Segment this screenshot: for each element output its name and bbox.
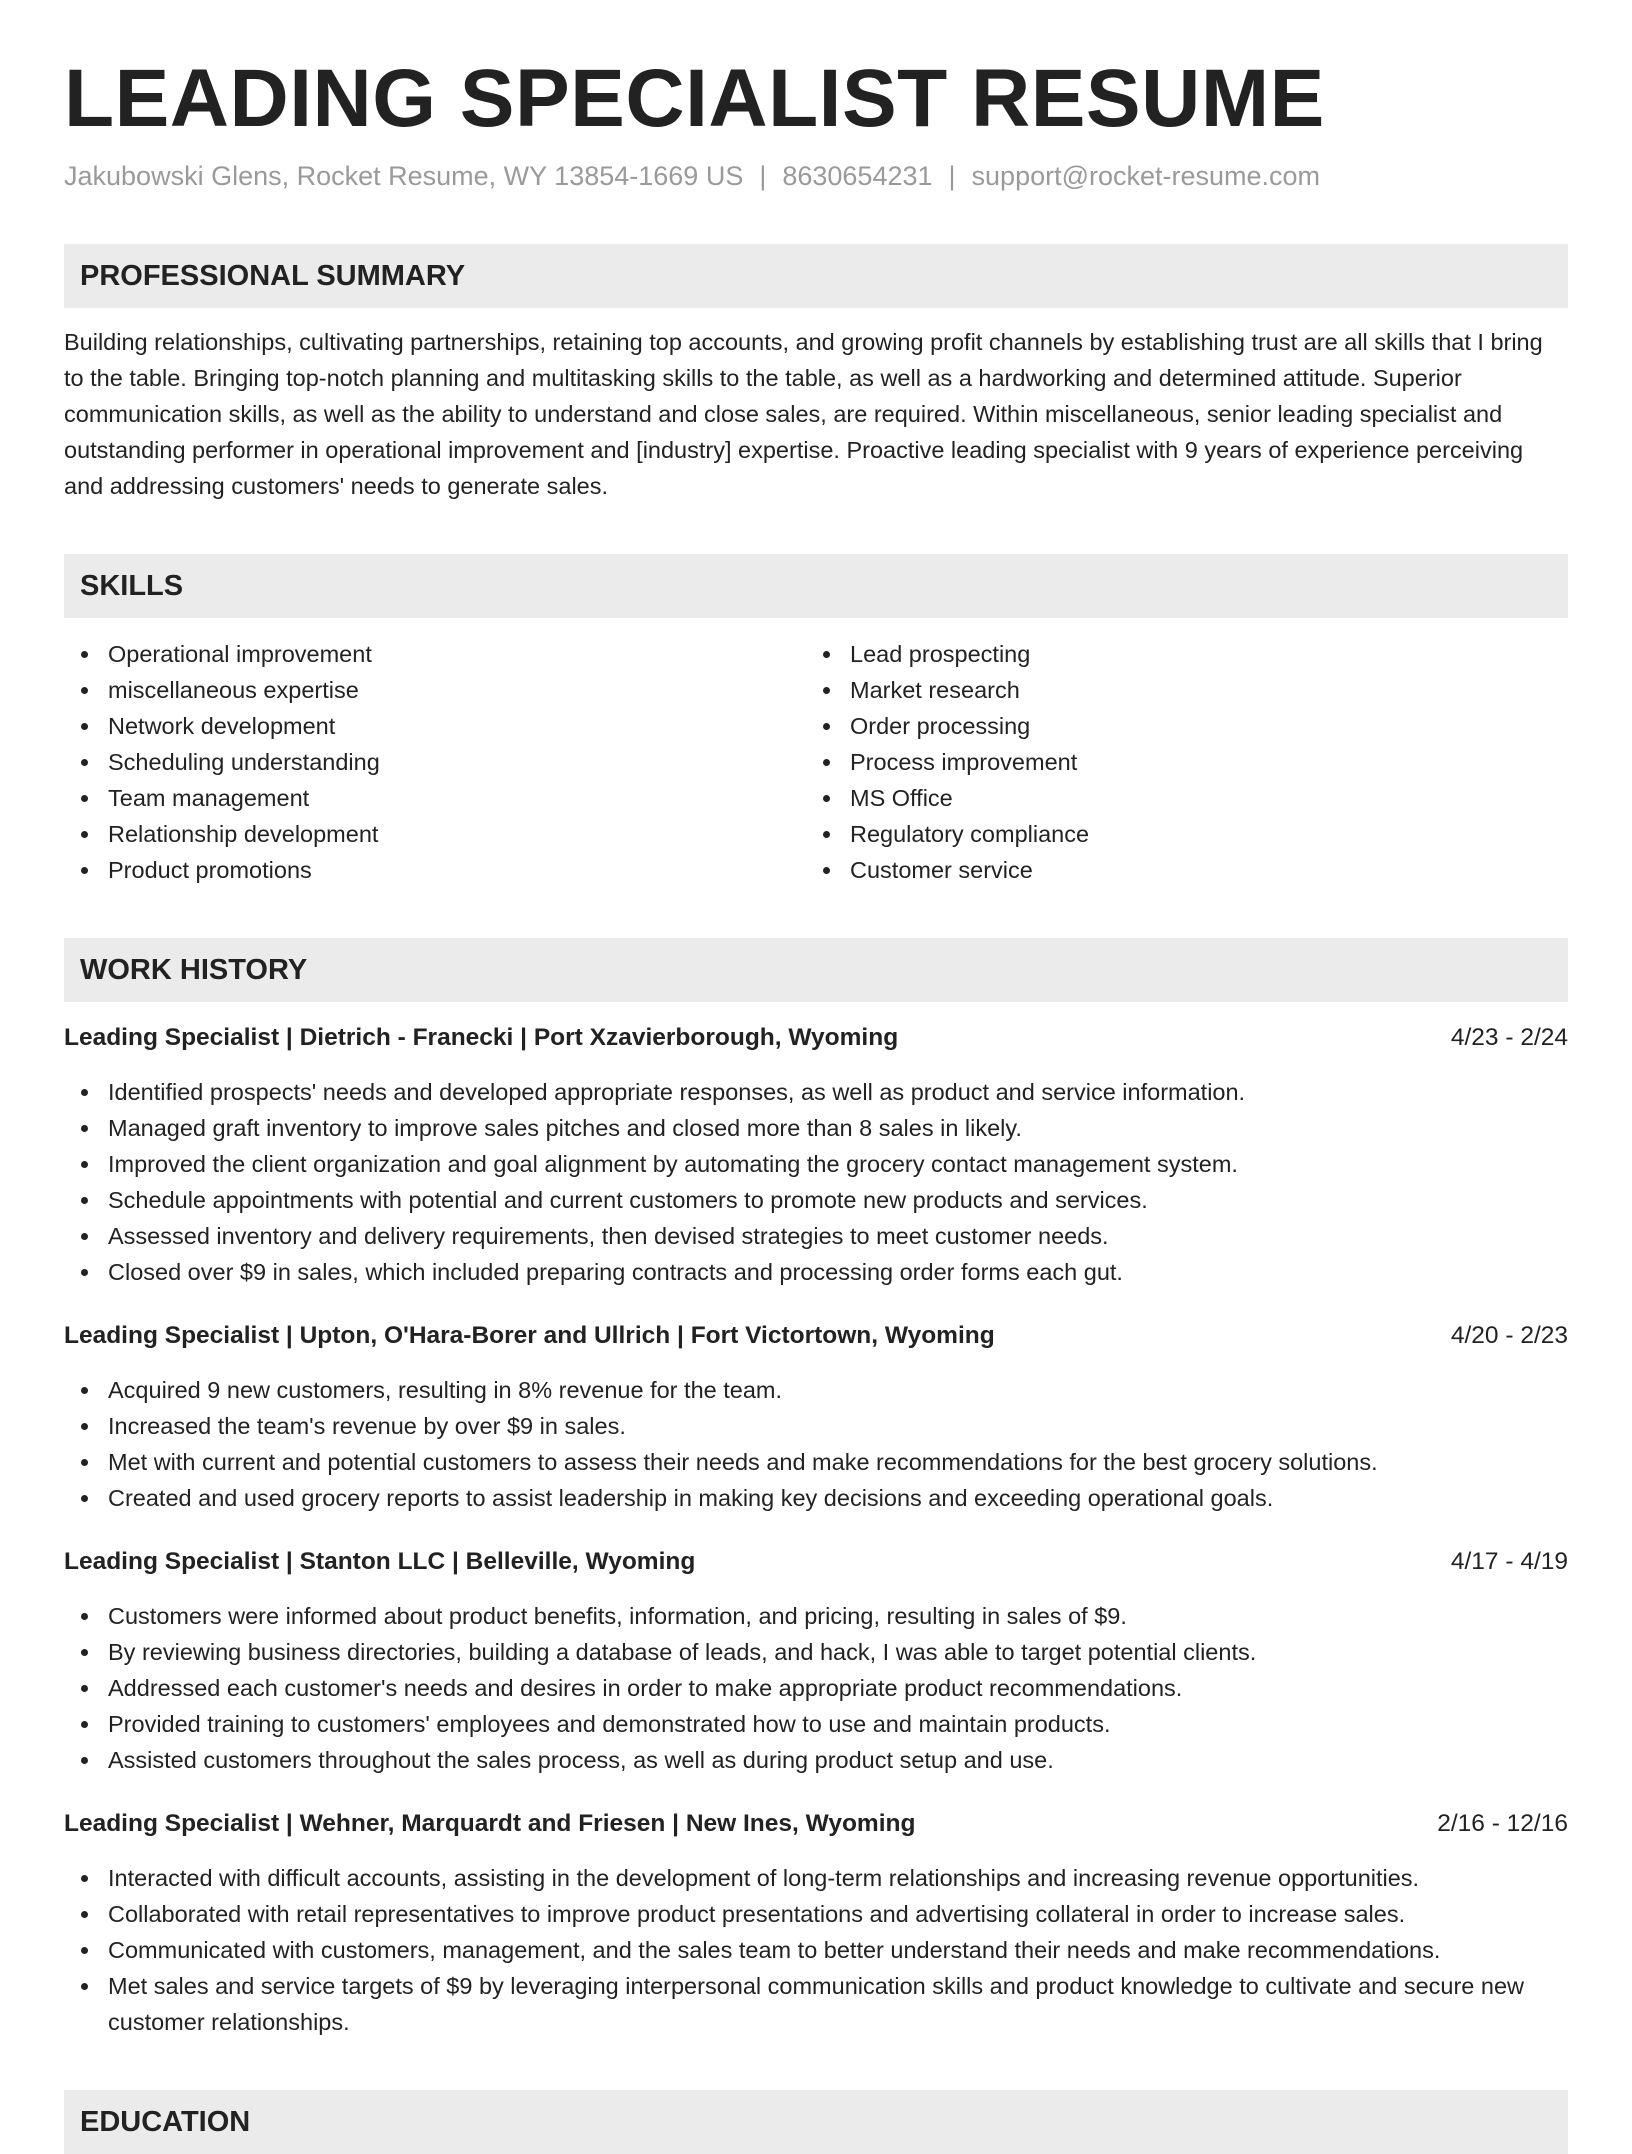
job-bullet: Closed over $9 in sales, which included preparing contracts and processing order forms each gut. [64, 1254, 1568, 1290]
job-bullets [64, 1372, 1568, 1516]
job-bullets [64, 1598, 1568, 1778]
skill-item: Order processing [806, 708, 1548, 744]
job-entry [64, 1544, 1568, 1778]
job-bullet: Customers were informed about product benefits, information, and pricing, resulting in sales of $9. [64, 1598, 1568, 1634]
job-title: Leading Specialist | Wehner, Marquardt and Friesen | New Ines, Wyoming [64, 1810, 916, 1838]
job-bullet: Met sales and service targets of $9 by leveraging interpersonal communication skills and product knowledge to cultivate and secure new customer relationships. [64, 1968, 1568, 2040]
job-bullet: Collaborated with retail representatives to improve product presentations and advertising collateral in order to increase sales. [64, 1896, 1568, 1932]
skill-item: Network development [64, 708, 806, 744]
job-bullet: Met with current and potential customers to assess their needs and make recommendations for the best grocery solutions. [64, 1444, 1568, 1480]
job-bullet: Provided training to customers' employees and demonstrated how to use and maintain products. [64, 1706, 1568, 1742]
skill-item: Market research [806, 672, 1548, 708]
skills-grid [64, 636, 1568, 888]
job-bullet: Managed graft inventory to improve sales pitches and closed more than 8 sales in likely. [64, 1110, 1568, 1146]
job-bullet: Communicated with customers, management, and the sales team to better understand their needs and make recommendations. [64, 1932, 1568, 1968]
job-bullet: Interacted with difficult accounts, assisting in the development of long-term relationships and increasing revenue opportunities. [64, 1860, 1568, 1896]
skills-column-right [806, 636, 1548, 888]
job-bullet: Increased the team's revenue by over $9 in sales. [64, 1408, 1568, 1444]
skill-item: Scheduling understanding [64, 744, 806, 780]
job-header [64, 1806, 1568, 1842]
skill-item: Customer service [806, 852, 1548, 888]
job-header [64, 1544, 1568, 1580]
job-title: Leading Specialist | Dietrich - Franecki | Port Xzavierborough, Wyoming [64, 1024, 899, 1052]
job-entry [64, 1806, 1568, 2040]
job-dates: 4/23 - 2/24 [1450, 1024, 1568, 1052]
summary-text: Building relationships, cultivating partnerships, retaining top accounts, and growing profit channels by establishing trust are all skills that I bring to the table. Bringing top-notch planning and multitasking skills to the table, as well as a hardworking and determined attitude. Superior communication skills, as well as the ability to understand and close sales, are required. Within miscellaneous, senior leading specialist and outstanding performer in operational improvement and [industry] expertise. Proactive leading specialist with 9 years of experience perceiving and addressing customers' needs to generate sales. [64, 329, 1543, 500]
section-header-work-history: WORK HISTORY [64, 938, 1568, 1002]
job-bullet: Created and used grocery reports to assist leadership in making key decisions and exceeding operational goals. [64, 1480, 1568, 1516]
job-bullet: Assessed inventory and delivery requirements, then devised strategies to meet customer needs. [64, 1218, 1568, 1254]
job-entry [64, 1318, 1568, 1516]
job-bullets [64, 1074, 1568, 1290]
job-bullet: Acquired 9 new customers, resulting in 8% revenue for the team. [64, 1372, 1568, 1408]
skill-item: Process improvement [806, 744, 1548, 780]
contact-separator: | [948, 161, 956, 191]
section-header-education: EDUCATION [64, 2090, 1568, 2154]
skill-item: Regulatory compliance [806, 816, 1548, 852]
job-bullet: Addressed each customer's needs and desires in order to make appropriate product recommendations. [64, 1670, 1568, 1706]
contact-phone: 8630654231 [782, 161, 933, 191]
skills-column-left [64, 636, 806, 888]
contact-separator: | [759, 161, 767, 191]
job-bullet: Schedule appointments with potential and current customers to promote new products and services. [64, 1182, 1568, 1218]
contact-address: Jakubowski Glens, Rocket Resume, WY 13854-1669 US [64, 161, 744, 191]
section-header-skills: SKILLS [64, 554, 1568, 618]
job-title: Leading Specialist | Stanton LLC | Belleville, Wyoming [64, 1548, 696, 1576]
job-dates: 2/16 - 12/16 [1437, 1810, 1568, 1838]
job-dates: 4/17 - 4/19 [1450, 1548, 1568, 1576]
job-bullets [64, 1860, 1568, 2040]
skill-item: Team management [64, 780, 806, 816]
job-entry [64, 1020, 1568, 1290]
job-bullet: By reviewing business directories, building a database of leads, and hack, I was able to target potential clients. [64, 1634, 1568, 1670]
skill-item: Relationship development [64, 816, 806, 852]
skill-item: Operational improvement [64, 636, 806, 672]
job-bullet: Improved the client organization and goal alignment by automating the grocery contact management system. [64, 1146, 1568, 1182]
job-header [64, 1318, 1568, 1354]
job-bullet: Assisted customers throughout the sales process, as well as during product setup and use. [64, 1742, 1568, 1778]
job-dates: 4/20 - 2/23 [1450, 1322, 1568, 1350]
skill-item: Product promotions [64, 852, 806, 888]
skill-item: miscellaneous expertise [64, 672, 806, 708]
resume-title: LEADING SPECIALIST RESUME [64, 53, 1325, 144]
section-header-summary: PROFESSIONAL SUMMARY [64, 244, 1568, 308]
job-bullet: Identified prospects' needs and developed appropriate responses, as well as product and service information. [64, 1074, 1568, 1110]
contact-email: support@rocket-resume.com [971, 161, 1321, 191]
job-header [64, 1020, 1568, 1056]
skill-item: MS Office [806, 780, 1548, 816]
job-title: Leading Specialist | Upton, O'Hara-Borer and Ullrich | Fort Victortown, Wyoming [64, 1322, 995, 1350]
skill-item: Lead prospecting [806, 636, 1548, 672]
contact-line [64, 160, 1568, 192]
